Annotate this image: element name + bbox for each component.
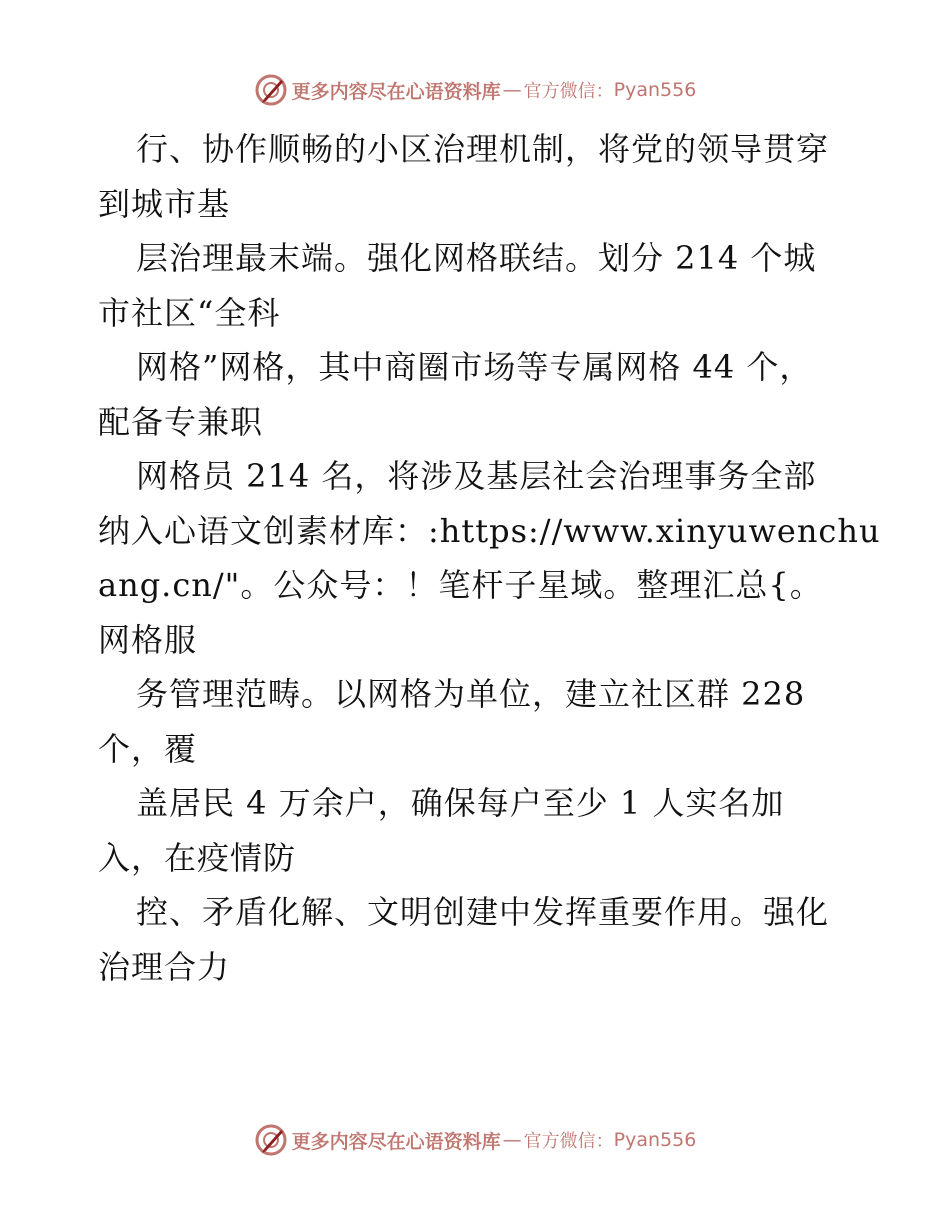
- banner-main-text: 更多内容尽在心语资料库: [291, 80, 501, 103]
- text-line: 盖居民 4 万余户，确保每户至少 1 人实名加: [136, 784, 785, 822]
- text-line: 网格”网格，其中商圈市场等专属网格 44 个，: [136, 348, 813, 386]
- header-watermark-banner: [0, 70, 950, 110]
- banner-sub-text: 官方微信：: [523, 1131, 614, 1152]
- text-line: 个，覆: [98, 729, 198, 768]
- banner-main-text: 更多内容尽在心语资料库: [291, 1130, 501, 1153]
- text-line: 务管理范畴。以网格为单位，建立社区群 228: [136, 675, 806, 713]
- document-body: [98, 122, 881, 994]
- text-line: 行、协作顺畅的小区治理机制，将党的领导贯穿: [136, 130, 830, 168]
- banner-separator: —: [502, 1129, 522, 1151]
- banner-separator: —: [502, 79, 522, 101]
- banner-wechat-id: Pyan556: [613, 79, 697, 101]
- text-line: 层治理最末端。强化网格联结。划分 214 个城: [136, 239, 817, 277]
- text-line: 控、矛盾化解、文明创建中发挥重要作用。强化: [136, 893, 830, 931]
- text-line: 网格员 214 名，将涉及基层社会治理事务全部: [136, 457, 817, 495]
- text-line: 网格服: [98, 620, 198, 659]
- text-line: 市社区“全科: [98, 293, 281, 332]
- text-line: 纳入心语文创素材库：:https://www.xinyuwenchu: [98, 511, 881, 550]
- pen-logo-icon: [254, 1123, 288, 1157]
- banner-wechat-id: Pyan556: [613, 1129, 697, 1151]
- text-line: 治理合力: [98, 947, 231, 986]
- text-line: ang.cn/"。公众号：！笔杆子星域。整理汇总{。: [98, 566, 823, 604]
- text-line: 配备专兼职: [98, 402, 264, 441]
- banner-sub-text: 官方微信：: [523, 81, 614, 102]
- text-line: 入，在疫情防: [98, 838, 297, 877]
- footer-watermark-banner: [0, 1120, 950, 1160]
- text-line: 到城市基: [98, 184, 231, 223]
- pen-logo-icon: [254, 73, 288, 107]
